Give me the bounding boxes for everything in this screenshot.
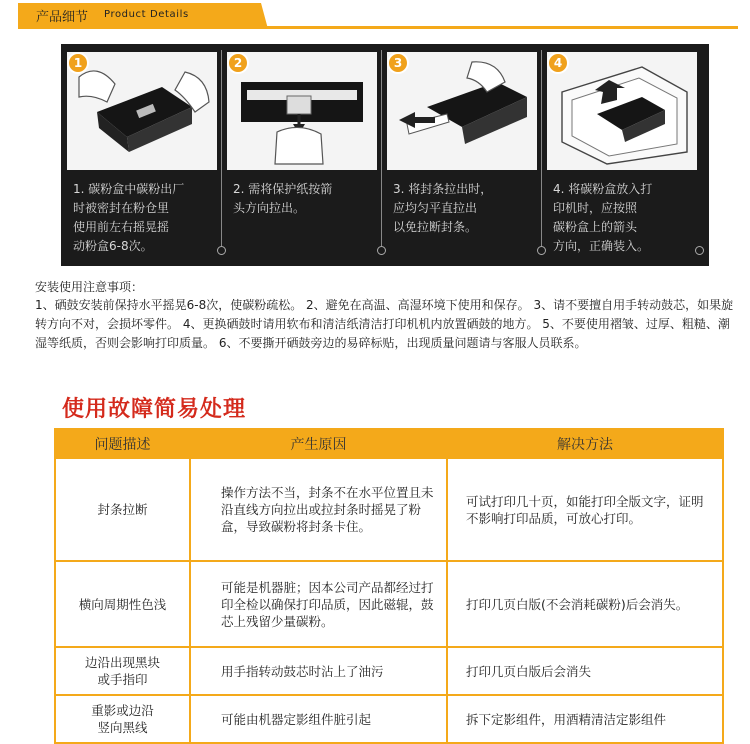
solution-text: 打印几页白版(不会消耗碳粉)后会消失。 (466, 596, 689, 612)
step-divider (541, 50, 542, 246)
cause-text: 用手指转动鼓芯时沾上了油污 (221, 663, 384, 679)
step-1-number-badge: 1 (67, 52, 89, 74)
notes-body: 1、硒鼓安装前保持水平摇晃6-8次，使碳粉疏松。 2、避免在高温、高湿环境下使用和保存。 3、请不要擅自用手转动鼓芯，如果旋转方向不对，会损坏零件。 4、更换硒鼓时请用软布和清洁纸清洁打印机机内放置硒鼓的地方。 5、不要使用褶皱、过厚、粗糙、潮湿等纸质，否则会影响打印质量。 6、不要撕开硒鼓旁边的易碎标贴，出现质量问题请与客服人员联系。 (35, 298, 734, 350)
table-row (55, 695, 723, 743)
step-4-number-badge: 4 (547, 52, 569, 74)
notes-title: 安装使用注意事项： (35, 280, 144, 294)
step-2-photo (227, 52, 377, 170)
step-divider (381, 50, 382, 246)
step-2-text: 2. 需将保护纸按箭 头方向拉出。 (233, 182, 333, 215)
problem-cell (55, 695, 190, 743)
col-header-solution: 解决方法 (447, 429, 723, 458)
cause-cell (190, 561, 447, 647)
step-2-number-badge: 2 (227, 52, 249, 74)
problem-cell (55, 561, 190, 647)
troubleshoot-table (54, 428, 724, 744)
troubleshoot-title: 使用故障简易处理 (62, 397, 247, 422)
step-divider-dot (695, 246, 704, 255)
cause-text: 可能由机器定影组件脏引起 (221, 711, 372, 727)
step-3 (385, 50, 539, 260)
header-title-cn: 产品细节 (36, 10, 89, 25)
problem-cell (55, 647, 190, 695)
problem-cell (55, 458, 190, 561)
step-2 (225, 50, 379, 260)
step-divider (221, 50, 222, 246)
problem-text: 边沿出现黑块 或手指印 (84, 655, 160, 687)
header-title-en: Product Details (104, 9, 189, 20)
cause-text: 可能是机器脏；因本公司产品都经过打印全检以确保打印品质，因此磁辊，鼓芯上残留少量碳粉。 (221, 579, 434, 629)
solution-cell (447, 561, 723, 647)
step-1-text: 1. 碳粉盒中碳粉出厂 时被密封在粉仓里 使用前左右摇晃摇 动粉盒6-8次。 (73, 182, 185, 253)
solution-text: 可试打印几十页，如能打印全版文字，证明不影响打印品质，可放心打印。 (466, 493, 704, 526)
step-3-photo (387, 52, 537, 170)
step-1 (65, 50, 219, 260)
problem-text: 封条拉断 (97, 502, 148, 517)
step-3-number-badge: 3 (387, 52, 409, 74)
step-4-text: 4. 将碳粉盒放入打 印机时，应按照 碳粉盒上的箭头 方向，正确装入。 (553, 182, 653, 253)
insert-cartridge-illustration (547, 52, 697, 170)
step-4-photo (547, 52, 697, 170)
table-header-row (55, 429, 723, 458)
protective-paper-illustration (227, 52, 377, 170)
table-row (55, 561, 723, 647)
solution-cell (447, 458, 723, 561)
solution-cell (447, 647, 723, 695)
installation-steps-panel (61, 44, 709, 266)
solution-text: 打印几页白版后会消失 (466, 663, 592, 679)
table-row (55, 458, 723, 561)
header-underline (18, 26, 738, 29)
step-1-photo (67, 52, 217, 170)
cause-text: 操作方法不当，封条不在水平位置且未沿直线方向拉出或拉封条时摇晃了粉盒，导致碳粉将封条卡住。 (221, 485, 434, 534)
section-header (0, 0, 750, 36)
solution-text: 拆下定影组件，用酒精清洁定影组件 (466, 711, 667, 727)
cause-cell (190, 695, 447, 743)
cause-cell (190, 647, 447, 695)
problem-text: 横向周期性色浅 (78, 596, 167, 612)
cause-cell (190, 458, 447, 561)
step-4 (545, 50, 699, 260)
col-header-cause: 产生原因 (190, 429, 447, 458)
solution-cell (447, 695, 723, 743)
step-3-text: 3. 将封条拉出时， 应均匀平直拉出 以免拉断封条。 (393, 182, 493, 234)
cartridge-shake-illustration (67, 52, 217, 170)
table-row (55, 647, 723, 695)
problem-text: 重影或边沿 竖向黑线 (91, 703, 154, 735)
pull-seal-illustration (387, 52, 537, 170)
col-header-problem: 问题描述 (55, 429, 190, 458)
